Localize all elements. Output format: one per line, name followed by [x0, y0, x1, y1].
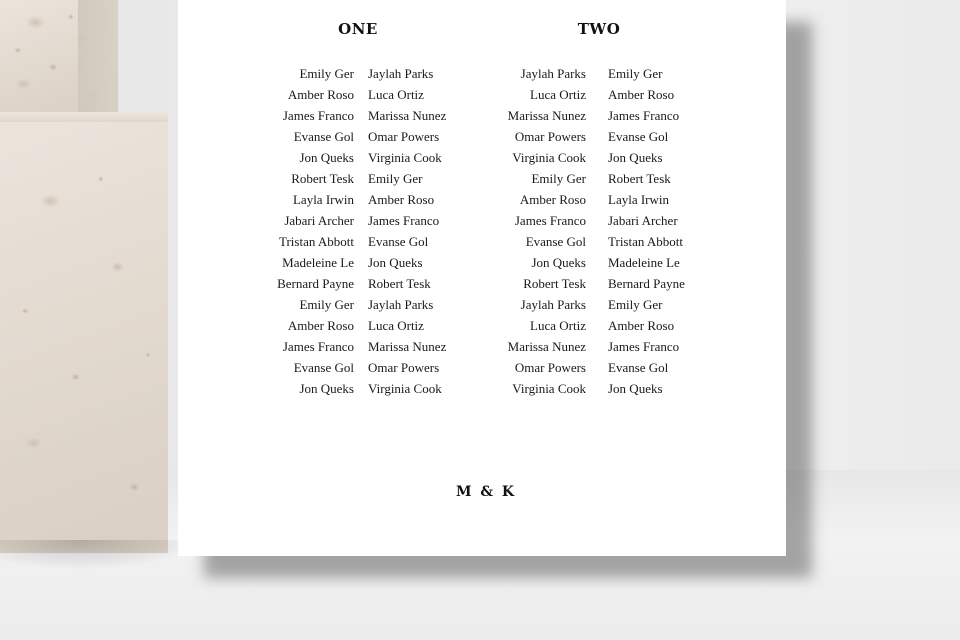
guest-name: Luca Ortiz — [368, 318, 424, 333]
guest-name: Emily Ger — [608, 66, 663, 81]
guest-name: Amber Roso — [608, 87, 675, 102]
guest-name: Evanse Gol — [293, 360, 354, 375]
guest-name: Bernard Payne — [277, 276, 354, 291]
guest-name: James Franco — [282, 339, 354, 354]
guest-name: Amber Roso — [608, 318, 675, 333]
guest-name: Marissa Nunez — [368, 339, 447, 354]
guest-name: Evanse Gol — [293, 129, 354, 144]
guest-name: Evanse Gol — [368, 234, 429, 249]
guest-name: Madeleine Le — [608, 255, 680, 270]
guest-name: Omar Powers — [514, 360, 586, 375]
table-one-title: ONE — [338, 20, 378, 38]
guest-name: Layla Irwin — [608, 192, 670, 207]
guest-name: Tristan Abbott — [608, 234, 684, 249]
guest-name: James Franco — [608, 339, 680, 354]
guest-name: Tristan Abbott — [278, 234, 354, 249]
guest-name: Jaylah Parks — [368, 297, 434, 312]
guest-name: Virginia Cook — [512, 381, 586, 396]
guest-name: James Franco — [514, 213, 586, 228]
guest-name: Emily Ger — [368, 171, 423, 186]
guest-name: Jon Queks — [531, 255, 586, 270]
guest-name: Jon Queks — [299, 150, 354, 165]
guest-name: Layla Irwin — [292, 192, 354, 207]
guest-name: Evanse Gol — [525, 234, 586, 249]
guest-name: Robert Tesk — [368, 276, 431, 291]
guest-name: Jon Queks — [608, 381, 663, 396]
table-two-left-column — [436, 63, 586, 399]
guest-name: Emily Ger — [531, 171, 586, 186]
guest-name: Robert Tesk — [291, 171, 354, 186]
guest-name: Bernard Payne — [608, 276, 685, 291]
guest-name: Emily Ger — [299, 66, 354, 81]
seating-chart-sheet — [178, 0, 786, 556]
guest-name: Omar Powers — [514, 129, 586, 144]
guest-name: Marissa Nunez — [368, 108, 447, 123]
guest-name: Marissa Nunez — [507, 339, 586, 354]
guest-name: Omar Powers — [368, 129, 440, 144]
stone-block-front-top — [0, 112, 168, 122]
guest-name: Amber Roso — [368, 192, 435, 207]
guest-name: Virginia Cook — [512, 150, 586, 165]
couple-monogram: M & K — [455, 484, 517, 500]
guest-name: Jabari Archer — [608, 213, 678, 228]
guest-name: Jaylah Parks — [520, 297, 586, 312]
guest-name: Jaylah Parks — [368, 66, 434, 81]
table-two-right-column — [608, 63, 758, 399]
guest-name: Jon Queks — [608, 150, 663, 165]
stone-block-back-side — [78, 0, 118, 112]
table-two-title: TWO — [577, 20, 621, 38]
guest-name: Luca Ortiz — [530, 318, 586, 333]
guest-name: Luca Ortiz — [368, 87, 424, 102]
guest-name: James Franco — [608, 108, 680, 123]
guest-name: Evanse Gol — [608, 360, 669, 375]
stone-block-front — [0, 112, 168, 553]
guest-name: Jaylah Parks — [520, 66, 586, 81]
guest-name: James Franco — [282, 108, 354, 123]
guest-name: Emily Ger — [608, 297, 663, 312]
guest-name: James Franco — [368, 213, 440, 228]
guest-name: Marissa Nunez — [507, 108, 586, 123]
guest-name: Luca Ortiz — [530, 87, 586, 102]
guest-name: Robert Tesk — [608, 171, 671, 186]
guest-name: Amber Roso — [519, 192, 586, 207]
guest-name: Madeleine Le — [282, 255, 354, 270]
guest-name: Emily Ger — [299, 297, 354, 312]
guest-name: Jabari Archer — [284, 213, 354, 228]
guest-name: Omar Powers — [368, 360, 440, 375]
guest-name: Virginia Cook — [368, 150, 442, 165]
guest-name: Jon Queks — [299, 381, 354, 396]
guest-name: Robert Tesk — [523, 276, 586, 291]
guest-name: Amber Roso — [287, 318, 354, 333]
guest-name: Amber Roso — [287, 87, 354, 102]
guest-name: Virginia Cook — [368, 381, 442, 396]
guest-name: Jon Queks — [368, 255, 423, 270]
guest-name: Evanse Gol — [608, 129, 669, 144]
stone-shadow — [0, 540, 200, 570]
table-one-left-column — [204, 63, 354, 399]
